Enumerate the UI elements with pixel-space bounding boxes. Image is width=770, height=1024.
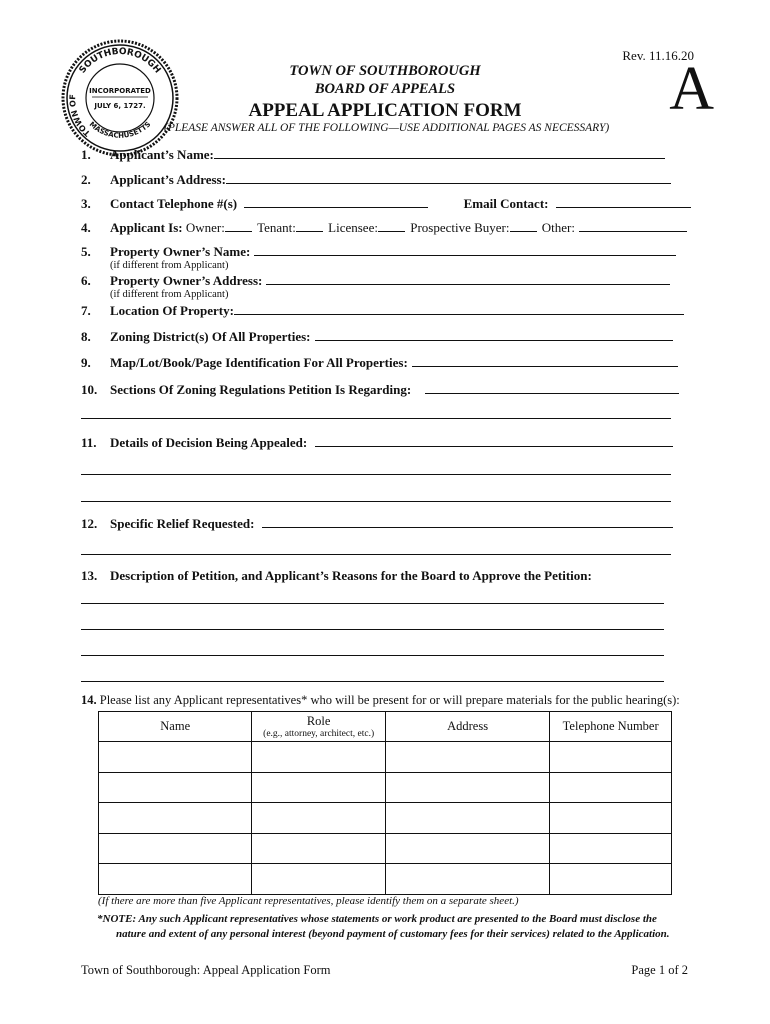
decision-line-1[interactable]	[81, 474, 671, 475]
table-cell[interactable]	[550, 833, 672, 864]
table-cell[interactable]	[99, 864, 252, 895]
table-cell[interactable]	[252, 742, 386, 773]
footer-left: Town of Southborough: Appeal Application Form	[81, 963, 331, 977]
owner-name-field[interactable]	[254, 244, 676, 256]
table-row	[99, 864, 672, 895]
item-applicant-address: 2. Applicant’s Address:	[81, 172, 671, 188]
town-name: TOWN OF SOUTHBOROUGH	[289, 63, 481, 79]
item-location: 7. Location Of Property:	[81, 303, 684, 319]
form-letter: A	[669, 55, 714, 123]
table-row	[99, 833, 672, 864]
applicant-address-field[interactable]	[226, 172, 671, 184]
table-cell[interactable]	[550, 772, 672, 803]
option-buyer-label: Prospective Buyer:	[410, 220, 510, 235]
table-cell[interactable]	[385, 864, 549, 895]
table-header-row	[99, 712, 672, 742]
map-lot-field[interactable]	[412, 355, 678, 367]
owner-name-label: Property Owner’s Name:	[110, 244, 251, 259]
disclosure-note-line2: nature and extent of any personal interest (beyond payment of customary fees for their services) related to the Application.	[116, 928, 670, 940]
seal-line2: JULY 6, 1727.	[94, 102, 146, 110]
seal-left-text: TOWN OF	[68, 94, 93, 139]
option-licensee-field[interactable]	[378, 220, 405, 232]
representatives-table	[98, 711, 672, 895]
option-other-field[interactable]	[579, 220, 687, 232]
board-name: BOARD OF APPEALS	[314, 81, 456, 97]
option-other-label: Other:	[541, 220, 575, 235]
table-cell[interactable]	[385, 803, 549, 834]
item-zoning-sections: 10. Sections Of Zoning Regulations Petition Is Regarding:	[81, 382, 679, 398]
decision-label: Details of Decision Being Appealed:	[110, 435, 308, 450]
relief-field[interactable]	[262, 516, 673, 528]
table-cell[interactable]	[252, 864, 386, 895]
table-cell[interactable]	[252, 772, 386, 803]
owner-address-field[interactable]	[266, 273, 670, 285]
email-field[interactable]	[556, 196, 691, 208]
seal-top-text: SOUTHBOROUGH	[77, 46, 163, 76]
owner-address-label: Property Owner’s Address:	[110, 273, 263, 288]
page-number: Page 1 of 2	[631, 963, 688, 977]
location-field[interactable]	[234, 303, 684, 315]
item-relief: 12. Specific Relief Requested:	[81, 516, 673, 532]
col-telephone-header: Telephone Number	[550, 712, 672, 742]
decision-line-2[interactable]	[81, 501, 671, 502]
description-line-4[interactable]	[81, 681, 664, 682]
table-cell[interactable]	[99, 742, 252, 773]
relief-label: Specific Relief Requested:	[110, 516, 255, 531]
description-line-2[interactable]	[81, 629, 664, 630]
telephone-label: Contact Telephone #(s)	[110, 196, 238, 211]
option-buyer-field[interactable]	[510, 220, 537, 232]
applicant-name-field[interactable]	[214, 147, 665, 159]
zoning-sections-label: Sections Of Zoning Regulations Petition Is Regarding:	[110, 382, 412, 397]
item-contact: 3. Contact Telephone #(s) Email Contact:	[81, 196, 691, 212]
item-representatives: 14. Please list any Applicant representatives* who will be present for or will prepare materials for the public hearing(s):	[81, 693, 680, 707]
table-cell[interactable]	[550, 803, 672, 834]
item-owner-address: 6. Property Owner’s Address:	[81, 273, 670, 289]
owner-address-sub: (if different from Applicant)	[110, 289, 229, 300]
option-tenant-field[interactable]	[296, 220, 323, 232]
map-lot-label: Map/Lot/Book/Page Identification For All Properties:	[110, 355, 408, 370]
revision-label: Rev. 11.16.20	[622, 48, 694, 63]
email-label: Email Contact:	[463, 196, 549, 211]
table-row	[99, 803, 672, 834]
table-cell[interactable]	[550, 864, 672, 895]
description-line-3[interactable]	[81, 655, 664, 656]
more-reps-note: (If there are more than five Applicant representatives, please identify them on a separate sheet.)	[98, 895, 519, 907]
table-cell[interactable]	[385, 772, 549, 803]
table-row	[99, 772, 672, 803]
decision-field[interactable]	[315, 435, 673, 447]
representatives-label: Please list any Applicant representatives* who will be present for or will prepare materials for the public hearing(s):	[99, 693, 680, 707]
disclosure-note-line1: *NOTE: Any such Applicant representatives whose statements or work product are presented to the Board must disclose the	[97, 913, 657, 925]
zoning-district-label: Zoning District(s) Of All Properties:	[110, 329, 311, 344]
town-seal	[60, 38, 180, 158]
option-owner-label: Owner:	[185, 220, 225, 235]
location-label: Location Of Property:	[110, 303, 234, 318]
relief-line[interactable]	[81, 554, 671, 555]
zoning-sections-field[interactable]	[425, 382, 679, 394]
col-address-header: Address	[385, 712, 549, 742]
seal-line1: INCORPORATED	[89, 87, 151, 95]
description-label: Description of Petition, and Applicant’s Reasons for the Board to Approve the Petition:	[110, 568, 592, 583]
table-cell[interactable]	[252, 803, 386, 834]
applicant-name-label: Applicant’s Name:	[110, 147, 214, 162]
zoning-sections-line[interactable]	[81, 418, 671, 419]
option-licensee-label: Licensee:	[328, 220, 378, 235]
item-decision: 11. Details of Decision Being Appealed:	[81, 435, 673, 451]
table-cell[interactable]	[550, 742, 672, 773]
table-cell[interactable]	[99, 833, 252, 864]
applicant-is-label: Applicant Is:	[110, 220, 183, 235]
item-applicant-name: 1. Applicant’s Name:	[81, 147, 665, 163]
role-sub: (e.g., attorney, architect, etc.)	[263, 729, 375, 739]
page-title: APPEAL APPLICATION FORM	[248, 100, 522, 121]
item-map-lot: 9. Map/Lot/Book/Page Identification For All Properties:	[81, 355, 678, 371]
option-owner-field[interactable]	[225, 220, 252, 232]
item-description: 13. Description of Petition, and Applicant’s Reasons for the Board to Approve the Petition:	[81, 568, 592, 583]
item-owner-name: 5. Property Owner’s Name:	[81, 244, 676, 260]
table-cell[interactable]	[385, 742, 549, 773]
col-name-header: Name	[99, 712, 252, 742]
description-line-1[interactable]	[81, 603, 664, 604]
table-cell[interactable]	[252, 833, 386, 864]
table-cell[interactable]	[99, 772, 252, 803]
table-row	[99, 742, 672, 773]
option-tenant-label: Tenant:	[257, 220, 296, 235]
telephone-field[interactable]	[244, 196, 428, 208]
seal-bottom-text: MASSACHUSETTS	[87, 120, 153, 140]
owner-name-sub: (if different from Applicant)	[110, 260, 229, 271]
applicant-address-label: Applicant’s Address:	[110, 172, 226, 187]
table-cell[interactable]	[385, 833, 549, 864]
item-zoning-district: 8. Zoning District(s) Of All Properties:	[81, 329, 673, 345]
col-role-header: Role (e.g., attorney, architect, etc.)	[252, 712, 386, 742]
table-cell[interactable]	[99, 803, 252, 834]
zoning-district-field[interactable]	[315, 329, 673, 341]
item-applicant-is: 4. Applicant Is: Owner: Tenant: Licensee: Prospective Buyer: Other:	[81, 220, 687, 236]
instructions: (PLEASE ANSWER ALL OF THE FOLLOWING—USE ADDITIONAL PAGES AS NECESSARY)	[164, 122, 610, 134]
